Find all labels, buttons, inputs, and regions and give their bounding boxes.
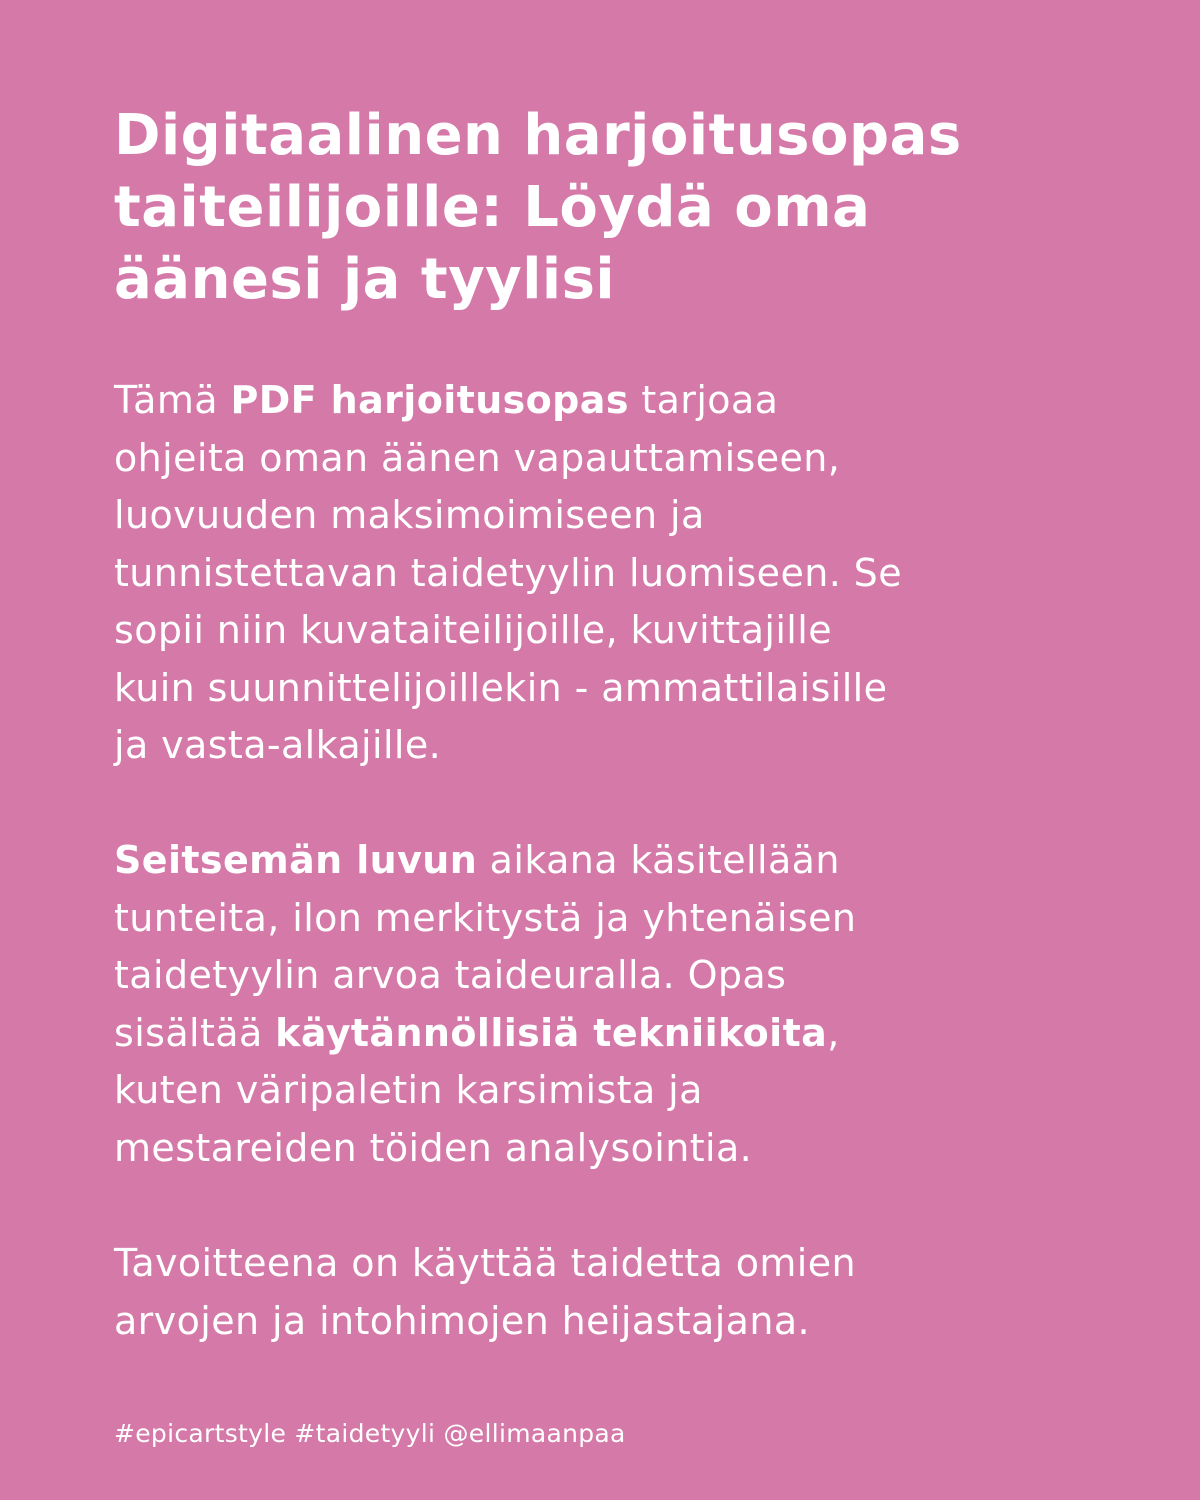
intro-line-2: ohjeita oman äänen vapauttamiseen, — [114, 435, 841, 480]
intro-line-1-rest: tarjoaa — [628, 378, 779, 422]
intro-line-4: tunnistettavan taidetyylin luomiseen. Se — [114, 550, 902, 595]
title-line-1: Digitaalinen harjoitusopas — [114, 103, 962, 168]
intro-text: Tämä — [114, 378, 231, 422]
goal-line-2: arvojen ja intohimojen heijastajana. — [114, 1298, 811, 1343]
chapters-line-6: mestareiden töiden analysointia. — [114, 1125, 753, 1170]
techniques-highlight: käytännöllisiä tekniikoita — [275, 1010, 828, 1055]
goal-paragraph — [114, 1235, 1114, 1350]
chapters-line-3: taidetyylin arvoa taideuralla. Opas — [114, 953, 787, 997]
chapters-line-4-end: , — [827, 1010, 840, 1055]
page-title — [114, 100, 1124, 316]
intro-line-3: luovuuden maksimoimiseen ja — [114, 493, 705, 537]
chapters-line-2: tunteita, ilon merkitystä ja yhtenäisen — [114, 895, 857, 940]
intro-line-5: sopii niin kuvataiteilijoille, kuvittajille — [114, 608, 832, 652]
goal-line-1: Tavoitteena on käyttää taidetta omien — [114, 1241, 856, 1285]
hashtags-footer: #epicartstyle #taidetyyli @ellimaanpaa — [114, 1419, 626, 1448]
chapters-line-4-start: sisältää — [114, 1010, 276, 1055]
chapters-line-1-rest: aikana käsitellään — [477, 838, 840, 882]
title-line-3: äänesi ja tyylisi — [114, 247, 616, 312]
intro-paragraph — [114, 372, 1114, 775]
intro-line-6: kuin suunnittelijoillekin - ammattilaisille — [114, 665, 888, 710]
pdf-guide-highlight: PDF harjoitusopas — [230, 378, 629, 422]
title-line-2: taiteilijoille: Löydä oma — [114, 175, 871, 240]
intro-line-7: ja vasta-alkajille. — [114, 723, 442, 767]
chapters-paragraph — [114, 832, 1114, 1177]
chapters-line-5: kuten väripaletin karsimista ja — [114, 1068, 703, 1112]
seven-chapters-highlight: Seitsemän luvun — [114, 838, 478, 882]
